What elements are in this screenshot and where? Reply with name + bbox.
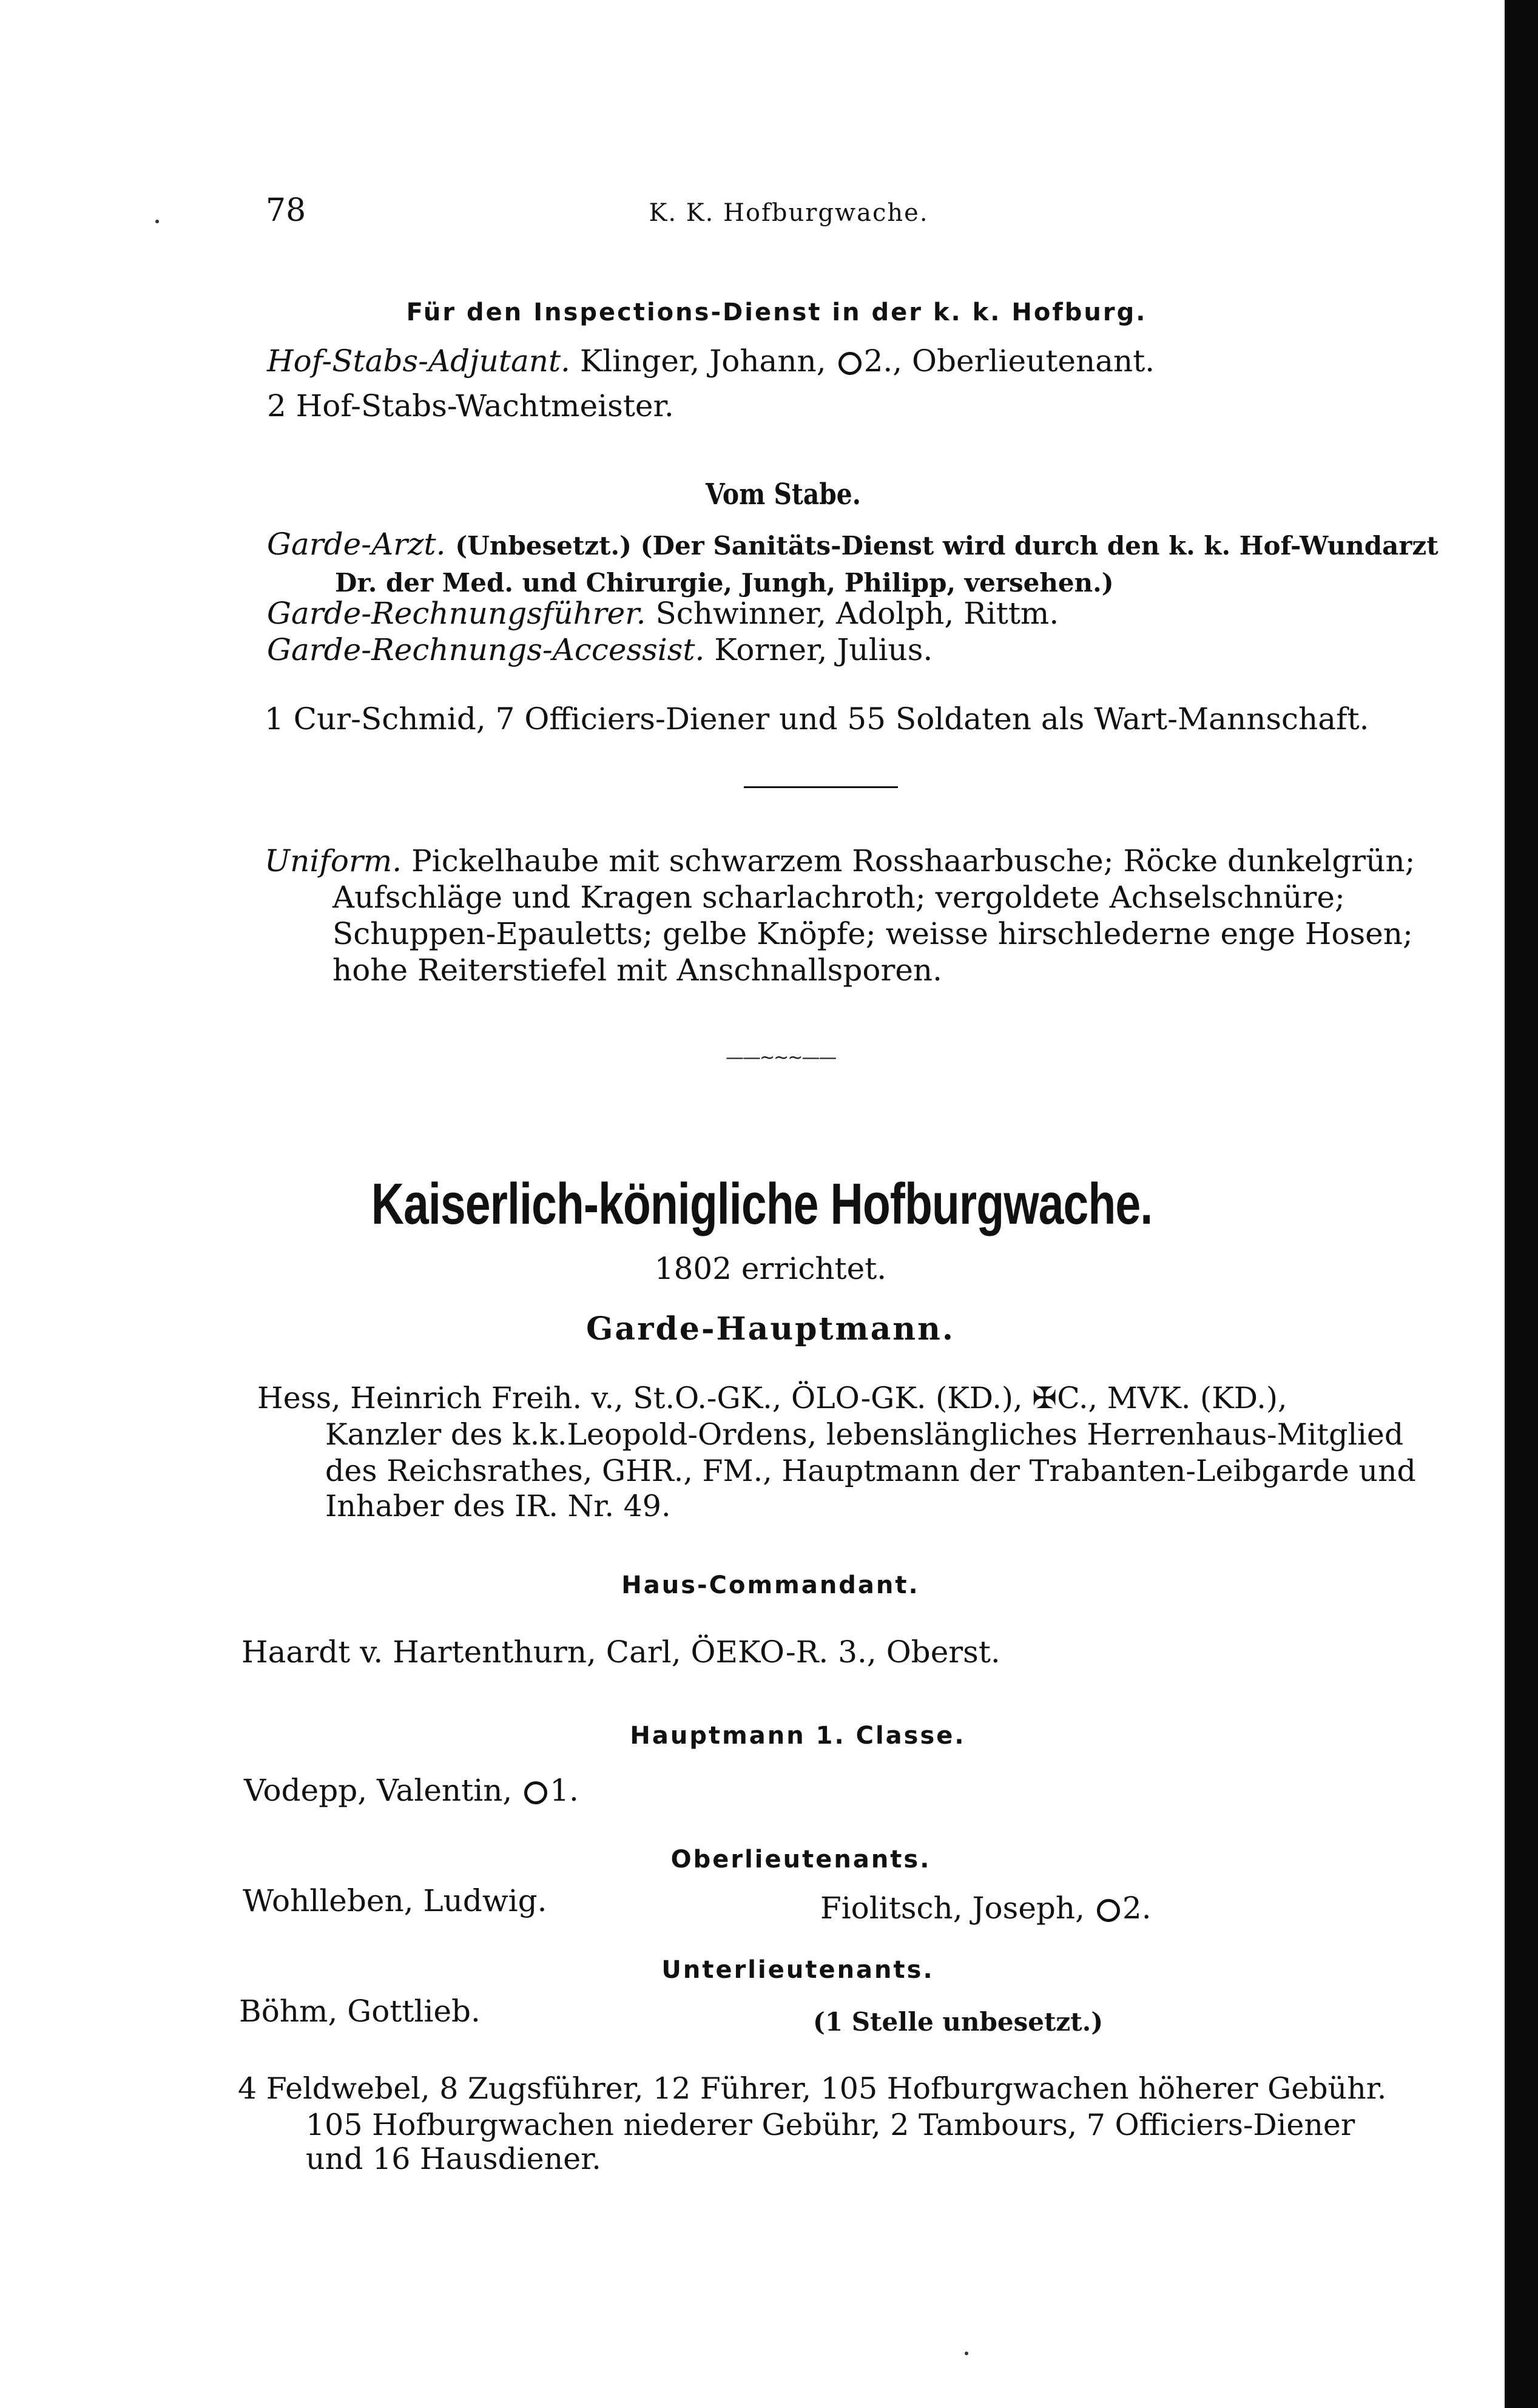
ornament-divider: ——~~~—— xyxy=(726,1047,836,1068)
hauptmann-line-4: Inhaber des IR. Nr. 49. xyxy=(325,1489,671,1523)
scan-edge xyxy=(1505,0,1538,2408)
unterlieutenant-left: Böhm, Gottlieb. xyxy=(239,1994,481,2029)
hauptmann-1-classe-heading: Hauptmann 1. Classe. xyxy=(630,1722,966,1750)
hauptmann-1-classe-line: Vodepp, Valentin, 1. xyxy=(244,1773,579,1808)
uniform-line-2: Aufschläge und Kragen scharlachroth; vergoldete Achselschnüre; xyxy=(332,880,1345,915)
uniform-line-1: Uniform. Pickelhaube mit schwarzem Rosshaarbusche; Röcke dunkelgrün; xyxy=(265,843,1415,879)
running-title: K. K. Hofburgwache. xyxy=(649,199,929,227)
stab-heading: Vom Stabe. xyxy=(706,477,861,511)
haus-commandant-line: Haardt v. Hartenthurn, Carl, ÖEKO-R. 3., Oberst. xyxy=(241,1634,1000,1670)
role-label: Hof-Stabs-Adjutant. xyxy=(267,343,570,379)
footer-staff-line-3: und 16 Hausdiener. xyxy=(306,2142,601,2176)
unterlieutenants-heading: Unterlieutenants. xyxy=(661,1956,934,1984)
rechnungsfuehrer-line: Garde-Rechnungsführer. Schwinner, Adolph, Rittm. xyxy=(267,596,1059,631)
uniform-line-3: Schuppen-Epauletts; gelbe Knöpfe; weisse hirschlederne enge Hosen; xyxy=(332,916,1413,951)
founding-year: 1802 errichtet. xyxy=(654,1251,887,1286)
page-number: 78 xyxy=(266,192,306,229)
section-title: Kaiserlich-königliche Hofburgwache. xyxy=(371,1172,1153,1236)
order-circle-icon xyxy=(1097,1899,1120,1922)
order-circle-icon xyxy=(524,1781,547,1804)
oberlieutenant-left: Wohlleben, Ludwig. xyxy=(243,1883,547,1918)
unterlieutenant-right: (1 Stelle unbesetzt.) xyxy=(813,2007,1104,2037)
scan-speck xyxy=(965,2352,968,2355)
uniform-line-4: hohe Reiterstiefel mit Anschnallsporen. xyxy=(332,953,943,988)
footer-staff-line-2: 105 Hofburgwachen niederer Gebühr, 2 Tambours, 7 Officiers-Diener xyxy=(306,2108,1355,2142)
garde-arzt-line: Garde-Arzt. (Unbesetzt.) (Der Sanitäts-Dienst wird durch den k. k. Hof-Wundarzt xyxy=(267,527,1439,562)
inspection-heading: Für den Inspections-Dienst in der k. k. Hofburg. xyxy=(406,298,1147,326)
garde-hauptmann-heading: Garde-Hauptmann. xyxy=(586,1310,955,1347)
oberlieutenants-heading: Oberlieutenants. xyxy=(670,1846,931,1873)
order-circle-icon xyxy=(838,352,862,375)
oberlieutenant-right: Fiolitsch, Joseph, 2. xyxy=(820,1890,1152,1926)
garde-arzt-continuation: Dr. der Med. und Chirurgie, Jungh, Philipp, versehen.) xyxy=(335,568,1114,598)
stab-staff-line: 1 Cur-Schmid, 7 Officiers-Diener und 55 Soldaten als Wart-Mannschaft. xyxy=(265,701,1369,737)
footer-staff-line-1: 4 Feldwebel, 8 Zugsführer, 12 Führer, 105 Hofburgwachen höherer Gebühr. xyxy=(238,2071,1387,2106)
scan-speck xyxy=(155,220,159,223)
inspection-line-2: 2 Hof-Stabs-Wachtmeister. xyxy=(267,388,674,423)
hauptmann-line-2: Kanzler des k.k.Leopold-Ordens, lebenslängliches Herrenhaus-Mitglied xyxy=(325,1417,1404,1452)
section-divider xyxy=(744,786,898,788)
rechnungs-accessist-line: Garde-Rechnungs-Accessist. Korner, Julius. xyxy=(267,632,933,667)
hauptmann-line-3: des Reichsrathes, GHR., FM., Hauptmann der Trabanten-Leibgarde und xyxy=(325,1454,1416,1488)
haus-commandant-heading: Haus-Commandant. xyxy=(621,1571,920,1599)
inspection-line-1: Hof-Stabs-Adjutant. Klinger, Johann, 2., Oberlieutenant. xyxy=(267,343,1155,379)
hauptmann-line-1: Hess, Heinrich Freih. v., St.O.-GK., ÖLO-GK. (KD.), ✠C., MVK. (KD.), xyxy=(257,1381,1287,1415)
